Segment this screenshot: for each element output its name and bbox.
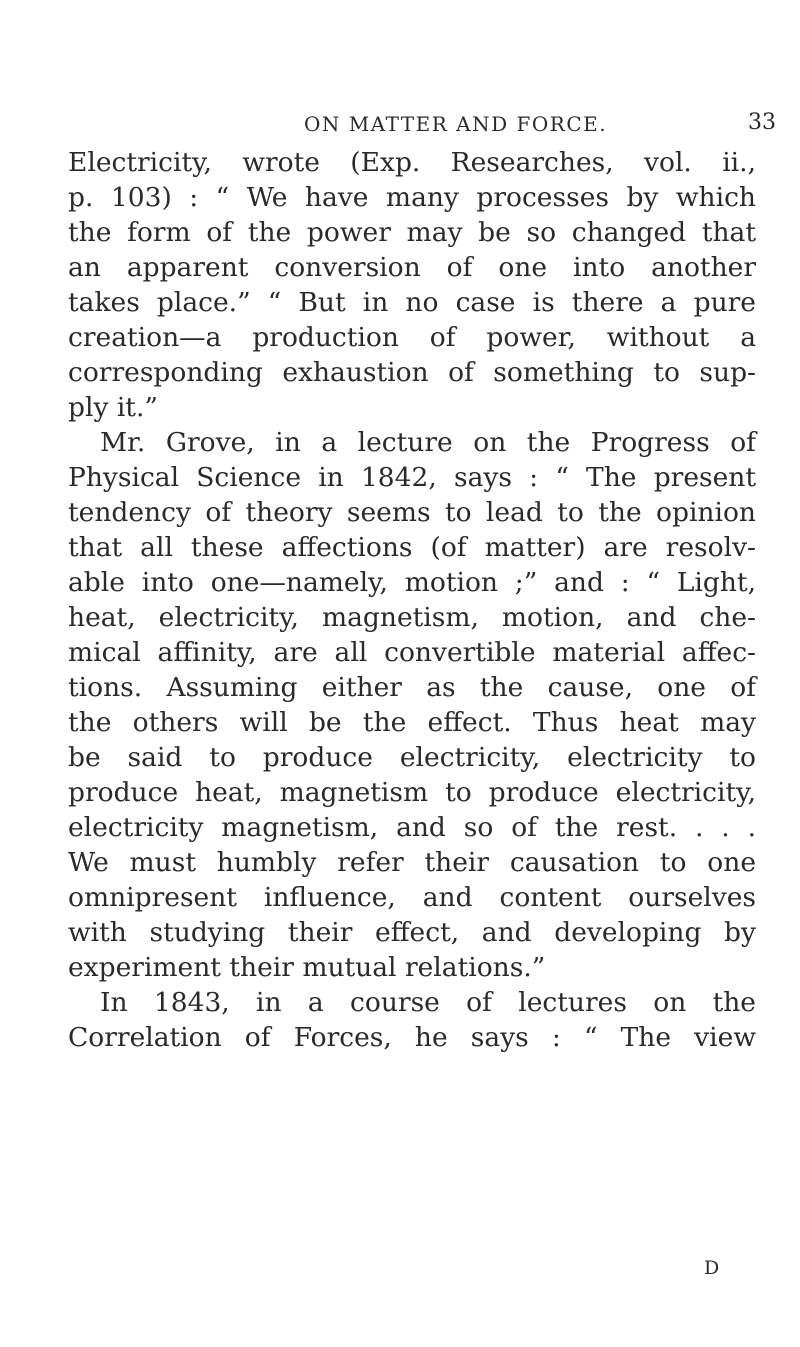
text-line: the form of the power may be so changed that — [68, 217, 756, 248]
text-line: the others will be the effect. Thus heat may — [68, 707, 756, 738]
text-line: Electricity, wrote (Exp. Researches, vol. ii., — [68, 147, 756, 178]
text-line: We must humbly refer their causation to one — [68, 847, 756, 878]
text-line: mical affinity, are all convertible material affec- — [68, 637, 756, 668]
text-line: Correlation of Forces, he says : “ The view — [68, 1022, 756, 1053]
page-number: 33 — [748, 110, 776, 135]
text-line: produce heat, magnetism to produce electricity, — [68, 777, 756, 808]
text-line: omnipresent influence, and content ourselves — [68, 882, 756, 913]
text-line: Physical Science in 1842, says : “ The present — [68, 462, 756, 493]
text-line: with studying their effect, and developing by — [68, 917, 756, 948]
body-text — [68, 145, 756, 1055]
text-line: heat, electricity, magnetism, motion, and che- — [68, 602, 756, 633]
signature-mark: D — [704, 1257, 720, 1279]
text-line: creation—a production of power, without a — [68, 322, 756, 353]
text-line: electricity magnetism, and so of the rest. . . . — [68, 812, 756, 843]
text-line: p. 103) : “ We have many processes by which — [68, 182, 756, 213]
text-line: takes place.” “ But in no case is there a pure — [68, 287, 756, 318]
running-title: ON MATTER AND FORCE. — [304, 112, 608, 136]
text-line: an apparent conversion of one into another — [68, 252, 756, 283]
text-line: In 1843, in a course of lectures on the — [100, 987, 756, 1018]
text-line: ply it.” — [68, 392, 158, 423]
text-line: that all these affections (of matter) are resolv- — [68, 532, 756, 563]
text-line: tions. Assuming either as the cause, one of — [68, 672, 756, 703]
text-line: corresponding exhaustion of something to sup- — [68, 357, 756, 388]
text-line: Mr. Grove, in a lecture on the Progress of — [100, 427, 756, 458]
text-line: experiment their mutual relations.” — [68, 952, 546, 983]
text-line: able into one—namely, motion ;” and : “ Light, — [68, 567, 756, 598]
text-line: be said to produce electricity, electricity to — [68, 742, 756, 773]
text-line: tendency of theory seems to lead to the opinion — [68, 497, 756, 528]
